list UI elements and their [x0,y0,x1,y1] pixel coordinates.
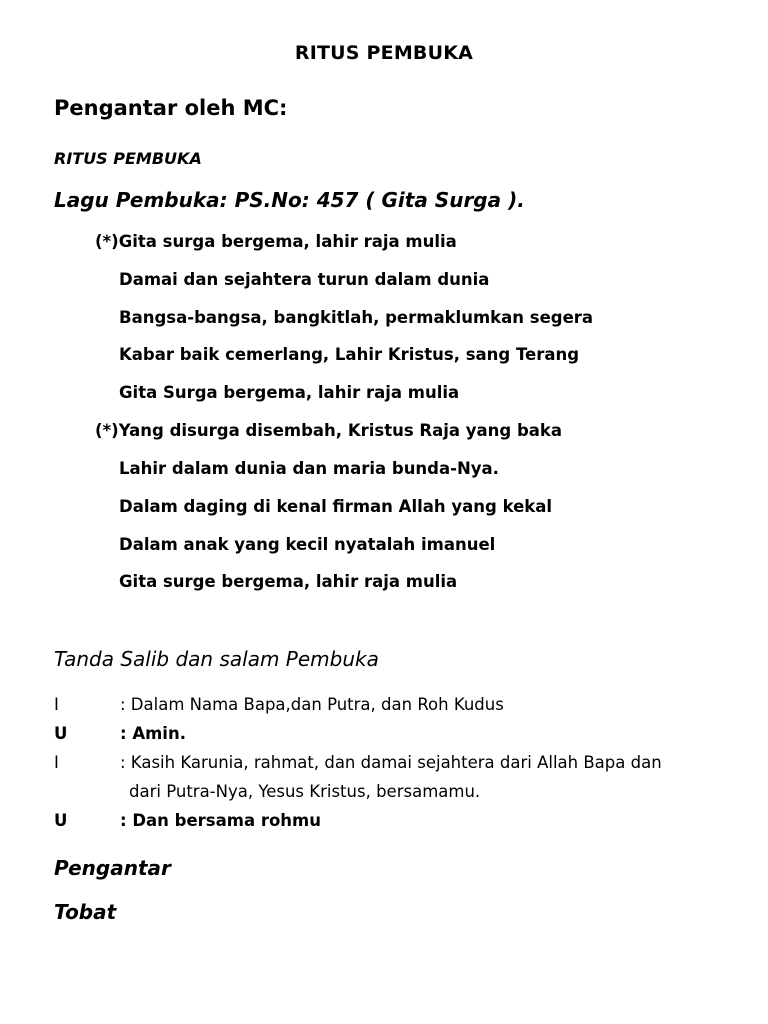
speaker-label: U [54,811,68,830]
dialogue-text: : Amin. [120,724,186,743]
song-line: Damai dan sejahtera turun dalam dunia [119,270,490,289]
song-line: Lahir dalam dunia dan maria bunda-Nya. [119,459,499,478]
dialogue-text: : Dan bersama rohmu [120,811,321,830]
dialogue-row [54,690,714,719]
speaker-label: U [54,724,68,743]
dialogue-row [54,719,714,748]
greeting-heading: Tanda Salib dan salam Pembuka [54,647,379,671]
dialogue-text: : Kasih Karunia, rahmat, dan damai sejahtera dari Allah Bapa dan [120,753,662,772]
speaker-label: I [54,753,59,772]
song-line: Gita surge bergema, lahir raja mulia [119,572,458,591]
speaker-label: I [54,695,59,714]
song-line: Kabar baik cemerlang, Lahir Kristus, sang Terang [119,345,580,364]
dialogue-text: : Dalam Nama Bapa,dan Putra, dan Roh Kudus [120,695,504,714]
song-line: (*)Yang disurga disembah, Kristus Raja yang baka [95,421,563,440]
liturgy-dialogue [54,690,714,835]
dialogue-row [54,806,714,835]
dialogue-row [54,748,714,777]
page-title: RITUS PEMBUKA [294,42,474,64]
intro-heading: Pengantar oleh MC: [54,96,288,120]
song-line: (*)Gita surga bergema, lahir raja mulia [95,232,457,251]
dialogue-continuation: dari Putra-Nya, Yesus Kristus, bersamamu. [129,782,481,801]
song-line: Gita Surga bergema, lahir raja mulia [119,383,460,402]
pengantar-heading: Pengantar [54,856,171,880]
song-line: Dalam daging di kenal firman Allah yang kekal [119,497,553,516]
ritus-label: RITUS PEMBUKA [54,149,202,168]
song-heading: Lagu Pembuka: PS.No: 457 ( Gita Surga ). [54,188,525,212]
tobat-heading: Tobat [54,900,117,924]
song-line: Dalam anak yang kecil nyatalah imanuel [119,535,496,554]
song-line: Bangsa-bangsa, bangkitlah, permaklumkan segera [119,308,594,327]
